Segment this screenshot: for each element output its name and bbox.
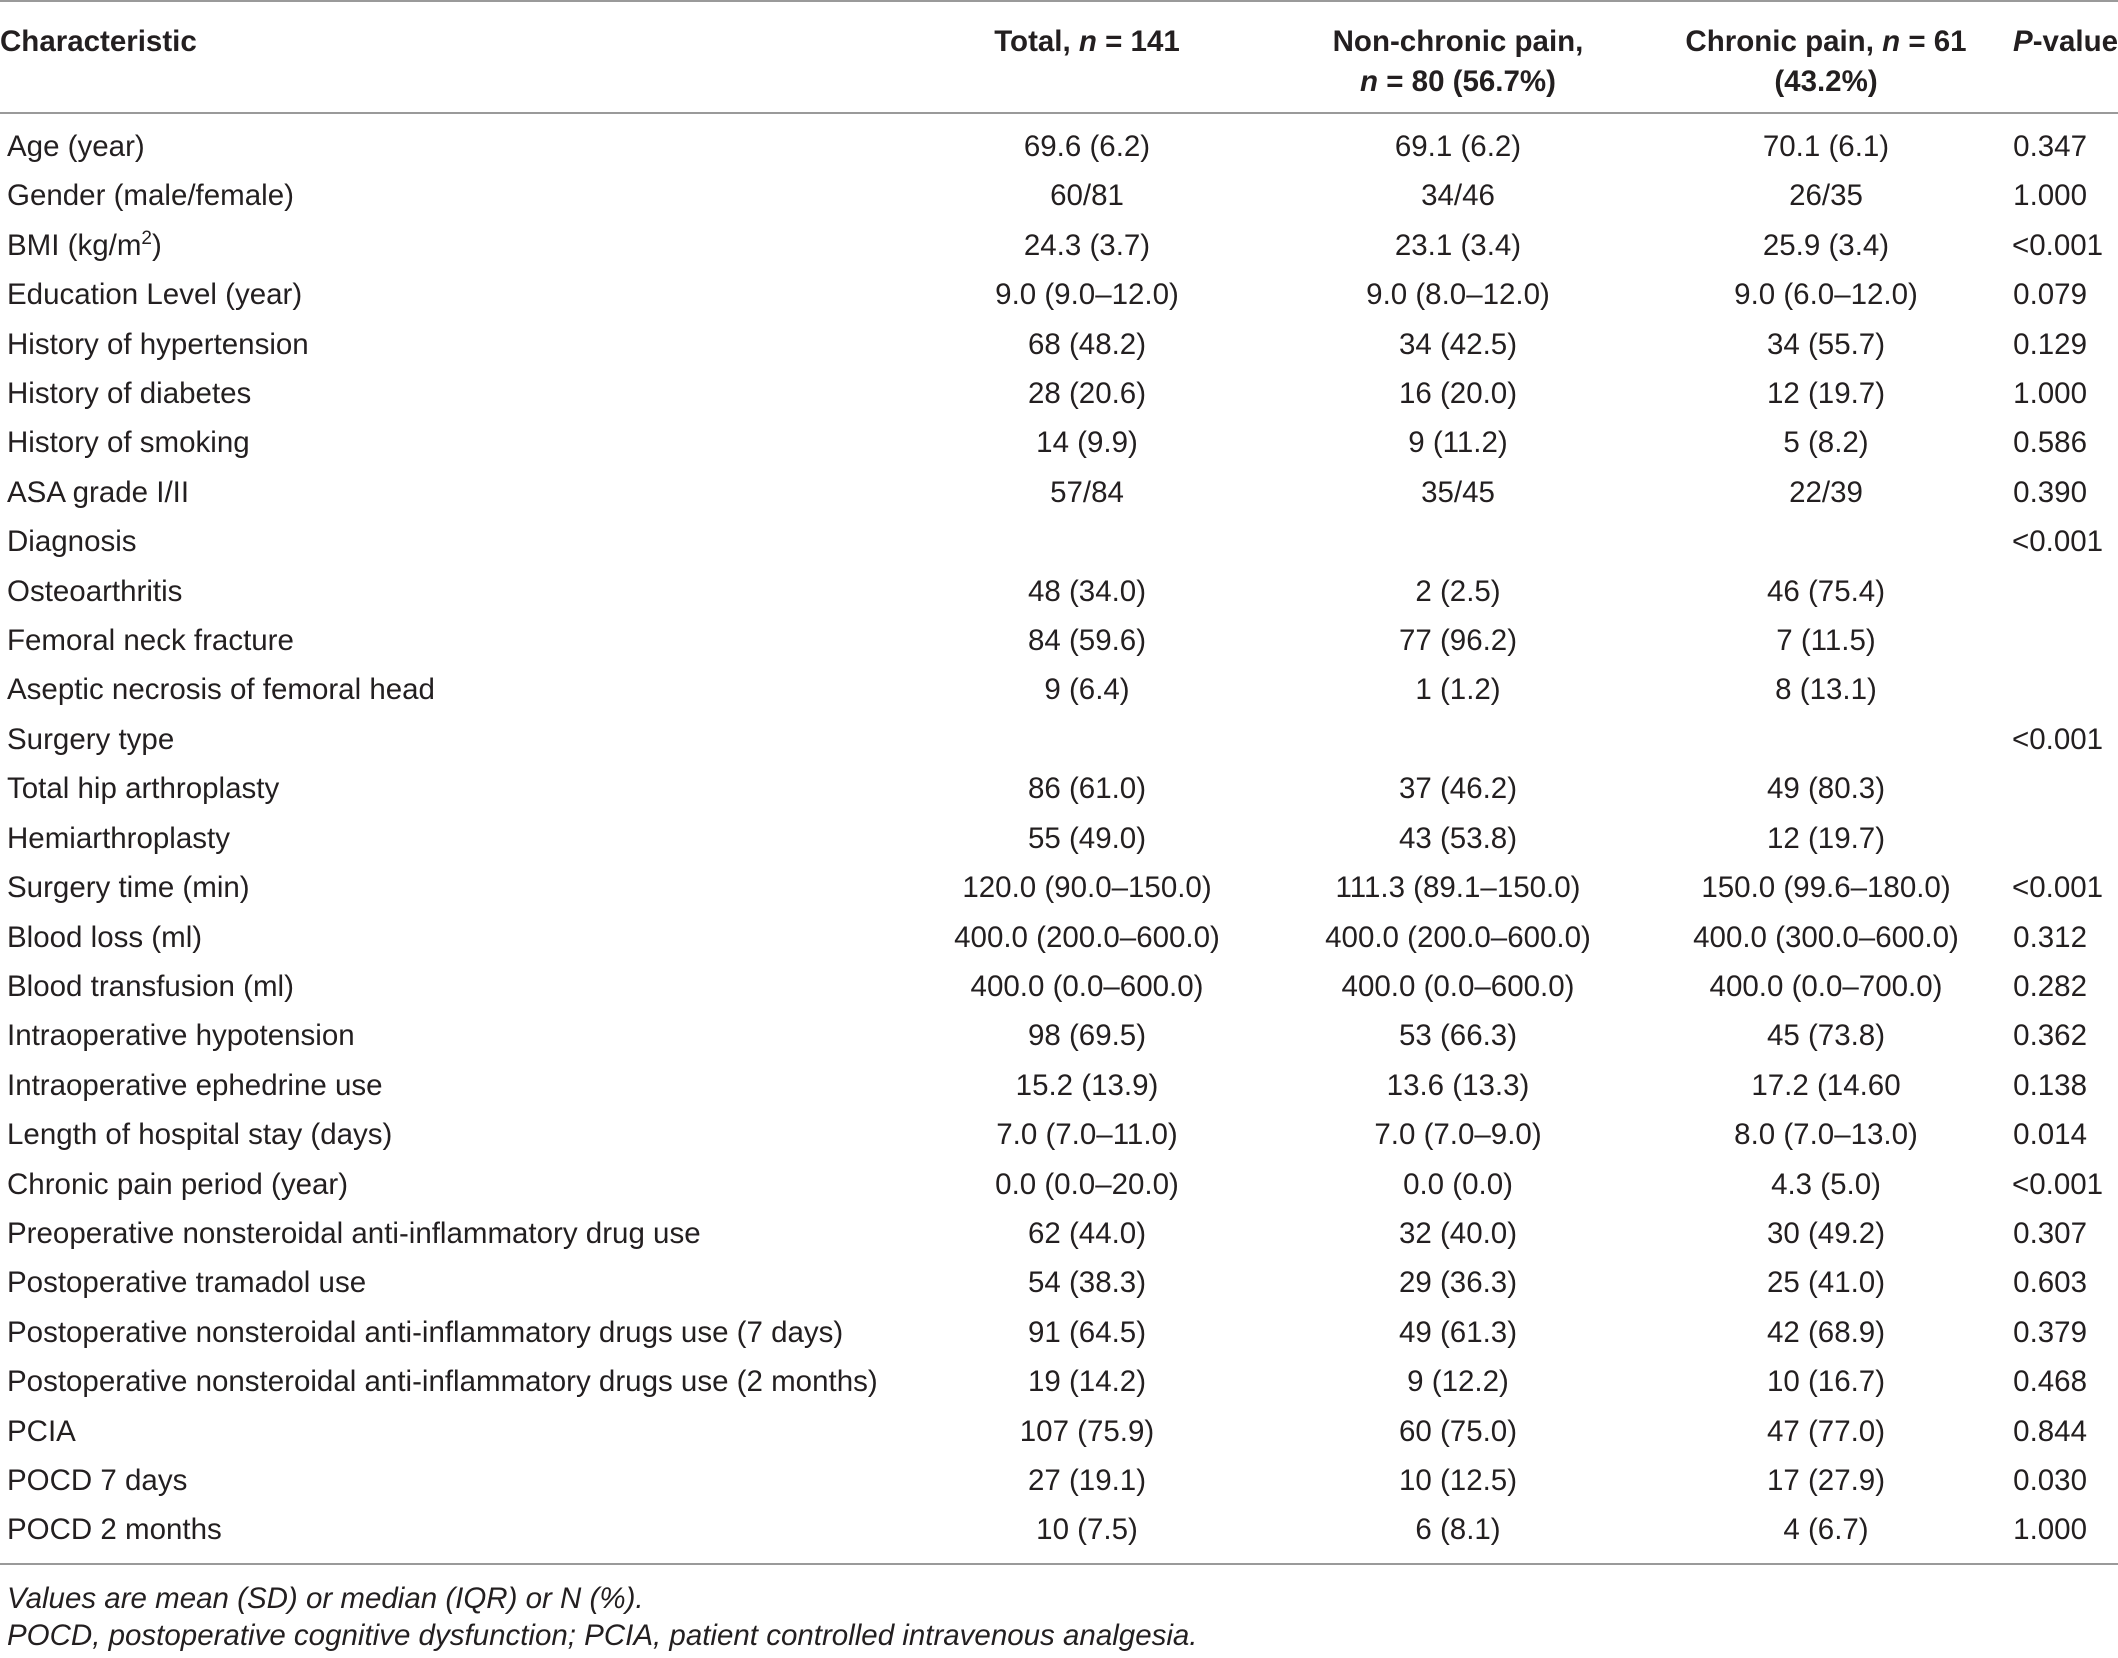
cell-non-chronic-pain: 400.0 (200.0–600.0) xyxy=(1325,920,1591,954)
cell-non-chronic-pain: 9 (11.2) xyxy=(1408,426,1508,460)
cell-non-chronic-pain: 60 (75.0) xyxy=(1398,1414,1518,1448)
table-row xyxy=(0,1258,2118,1307)
table-row xyxy=(0,221,2118,270)
cell-total: 400.0 (200.0–600.0) xyxy=(954,920,1220,954)
cell-p-value: 0.586 xyxy=(2013,426,2087,460)
row-label: POCD 2 months xyxy=(0,1505,898,1563)
cell-chronic-pain: 12 (19.7) xyxy=(1766,377,1886,411)
cell-p-value: <0.001 xyxy=(2012,722,2104,756)
row-label: Surgery time (min) xyxy=(7,871,250,905)
cell-total: 54 (38.3) xyxy=(1027,1266,1147,1300)
header-non-chronic-pain: Non-chronic pain, n = 80 (56.7%) xyxy=(1276,1,1640,113)
cell-non-chronic-pain: 1 (1.2) xyxy=(1415,673,1501,707)
cell-p-value: 0.138 xyxy=(2013,1068,2087,1102)
cell-p-value xyxy=(2012,814,2118,863)
table-row xyxy=(0,962,2118,1011)
cell-non-chronic-pain: 0.0 (0.0) xyxy=(1403,1167,1513,1201)
table-row xyxy=(0,1160,2118,1209)
table-row xyxy=(0,1209,2118,1258)
row-label: Length of hospital stay (days) xyxy=(7,1118,393,1152)
cell-p-value: <0.001 xyxy=(2012,525,2104,559)
cell-chronic-pain: 7 (11.5) xyxy=(1776,624,1876,658)
table-row xyxy=(0,113,2118,171)
cell-non-chronic-pain: 29 (36.3) xyxy=(1398,1266,1518,1300)
cell-non-chronic-pain: 53 (66.3) xyxy=(1398,1019,1518,1053)
cell-p-value: 0.307 xyxy=(2013,1216,2087,1250)
row-label: Diagnosis xyxy=(7,525,137,559)
cell-non-chronic-pain: 43 (53.8) xyxy=(1398,821,1518,855)
cell-total: 55 (49.0) xyxy=(1027,821,1147,855)
table-row xyxy=(0,1011,2118,1060)
row-label: Blood loss (ml) xyxy=(7,920,203,954)
table-row xyxy=(0,616,2118,665)
table-row xyxy=(0,517,2118,566)
cell-chronic-pain: 4.3 (5.0) xyxy=(1771,1167,1881,1201)
row-label: Postoperative nonsteroidal anti-inflammatory drugs use (2 months) xyxy=(7,1365,878,1399)
table-row xyxy=(0,1061,2118,1110)
cell-chronic-pain: 9.0 (6.0–12.0) xyxy=(1734,278,1918,312)
cell-non-chronic-pain: 49 (61.3) xyxy=(1398,1315,1518,1349)
cell-chronic-pain: 45 (73.8) xyxy=(1766,1019,1886,1053)
cell-non-chronic-pain: 2 (2.5) xyxy=(1415,574,1501,608)
header-total: Total, n = 141 xyxy=(898,1,1276,113)
cell-p-value: 0.379 xyxy=(2013,1315,2087,1349)
cell-p-value: 0.129 xyxy=(2013,327,2087,361)
cell-non-chronic-pain: 9.0 (8.0–12.0) xyxy=(1366,278,1550,312)
row-label: Preoperative nonsteroidal anti-inflammatory drug use xyxy=(7,1216,701,1250)
cell-non-chronic-pain: 32 (40.0) xyxy=(1398,1216,1518,1250)
cell-p-value: 0.468 xyxy=(2013,1365,2087,1399)
row-label: Education Level (year) xyxy=(7,278,303,312)
cell-non-chronic-pain: 6 (8.1) xyxy=(1276,1505,1640,1563)
table-body xyxy=(0,113,2118,1564)
row-label: Postoperative nonsteroidal anti-inflammatory drugs use (7 days) xyxy=(7,1315,844,1349)
cell-total: 60/81 xyxy=(1050,179,1124,213)
cell-p-value: <0.001 xyxy=(2012,228,2104,262)
table-row xyxy=(0,1407,2118,1456)
row-label: Intraoperative ephedrine use xyxy=(7,1068,383,1102)
cell-total: 69.6 (6.2) xyxy=(1023,130,1151,163)
cell-p-value: 0.844 xyxy=(2013,1414,2087,1448)
cell-chronic-pain: 25 (41.0) xyxy=(1766,1266,1886,1300)
cell-total: 120.0 (90.0–150.0) xyxy=(962,871,1212,905)
cell-p-value: 0.390 xyxy=(2013,475,2087,509)
cell-total: 19 (14.2) xyxy=(1027,1365,1147,1399)
row-label: POCD 7 days xyxy=(7,1463,188,1497)
cell-non-chronic-pain: 13.6 (13.3) xyxy=(1386,1068,1530,1102)
row-label: History of hypertension xyxy=(7,327,309,361)
table-row xyxy=(0,1110,2118,1159)
cell-non-chronic-pain: 35/45 xyxy=(1421,475,1495,509)
table-row xyxy=(0,171,2118,220)
cell-chronic-pain: 8 (13.1) xyxy=(1775,673,1877,707)
cell-p-value: 1.000 xyxy=(2012,1505,2118,1563)
cell-total: 0.0 (0.0–20.0) xyxy=(995,1167,1179,1201)
cell-non-chronic-pain: 111.3 (89.1–150.0) xyxy=(1335,871,1581,905)
table-row xyxy=(0,270,2118,319)
cell-total: 84 (59.6) xyxy=(1027,624,1147,658)
cell-total xyxy=(898,517,1276,566)
row-label: Hemiarthroplasty xyxy=(7,821,230,855)
cell-p-value: 0.014 xyxy=(2013,1118,2087,1152)
cell-chronic-pain: 12 (19.7) xyxy=(1766,821,1886,855)
cell-total: 14 (9.9) xyxy=(1036,426,1138,460)
cell-p-value: 1.000 xyxy=(2013,377,2087,411)
cell-chronic-pain: 8.0 (7.0–13.0) xyxy=(1734,1118,1918,1152)
row-label: BMI $(kg/m^2)$ xyxy=(7,227,162,262)
cell-chronic-pain: 46 (75.4) xyxy=(1766,574,1886,608)
cell-non-chronic-pain: 77 (96.2) xyxy=(1398,624,1518,658)
row-label: Aseptic necrosis of femoral head xyxy=(7,673,435,707)
row-label: Femoral neck fracture xyxy=(7,624,294,658)
cell-chronic-pain xyxy=(1640,517,2012,566)
table-row xyxy=(0,567,2118,616)
cell-total: 400.0 (0.0–600.0) xyxy=(970,969,1204,1003)
cell-total: 48 (34.0) xyxy=(1027,574,1147,608)
cell-p-value: 0.603 xyxy=(2013,1266,2087,1300)
row-label: Gender (male/female) xyxy=(7,179,294,213)
cell-total: 86 (61.0) xyxy=(1027,772,1147,806)
cell-total xyxy=(898,715,1276,764)
row-label: Osteoarthritis xyxy=(7,574,183,608)
cell-non-chronic-pain: 69.1 (6.2) xyxy=(1394,130,1522,163)
cell-chronic-pain: 42 (68.9) xyxy=(1766,1315,1886,1349)
cell-chronic-pain: 10 (16.7) xyxy=(1766,1365,1886,1399)
row-label: ASA grade I/II xyxy=(7,475,190,509)
table-row xyxy=(0,468,2118,517)
row-label: PCIA xyxy=(7,1414,76,1448)
row-label: History of diabetes xyxy=(7,377,252,411)
table-row xyxy=(0,715,2118,764)
table-row xyxy=(0,1308,2118,1357)
cell-chronic-pain: 400.0 (0.0–700.0) xyxy=(1709,969,1943,1003)
cell-non-chronic-pain: 34/46 xyxy=(1421,179,1495,213)
table-row xyxy=(0,665,2118,714)
cell-p-value: 0.312 xyxy=(2013,920,2087,954)
cell-total: 15.2 (13.9) xyxy=(1015,1068,1159,1102)
table-row xyxy=(0,369,2118,418)
footnote-abbreviations: POCD, postoperative cognitive dysfunction; PCIA, patient controlled intravenous analgesia. xyxy=(7,1619,1198,1652)
cell-p-value xyxy=(2012,764,2118,813)
cell-p-value: 1.000 xyxy=(2013,179,2087,213)
cell-non-chronic-pain xyxy=(1276,715,1640,764)
cell-total: 9 (6.4) xyxy=(1044,673,1130,707)
cell-total: 28 (20.6) xyxy=(1027,377,1147,411)
cell-chronic-pain: 70.1 (6.1) xyxy=(1762,130,1890,163)
table-row xyxy=(0,418,2118,467)
cell-total: 9.0 (9.0–12.0) xyxy=(995,278,1179,312)
row-label: Age (year) xyxy=(7,130,145,163)
cell-chronic-pain: 34 (55.7) xyxy=(1766,327,1886,361)
cell-p-value: 0.030 xyxy=(2013,1463,2087,1497)
cell-total: 7.0 (7.0–11.0) xyxy=(996,1118,1178,1152)
cell-total: 68 (48.2) xyxy=(1027,327,1147,361)
cell-chronic-pain: 17 (27.9) xyxy=(1766,1463,1886,1497)
cell-total: 91 (64.5) xyxy=(1027,1315,1147,1349)
cell-chronic-pain: 30 (49.2) xyxy=(1766,1216,1886,1250)
header-row xyxy=(0,1,2118,113)
row-label: Surgery type xyxy=(7,722,175,756)
table-row xyxy=(0,1505,2118,1563)
cell-chronic-pain: 4 (6.7) xyxy=(1640,1505,2012,1563)
cell-non-chronic-pain: 10 (12.5) xyxy=(1398,1463,1518,1497)
cell-chronic-pain: 22/39 xyxy=(1789,475,1863,509)
cell-p-value xyxy=(2012,616,2118,665)
cell-non-chronic-pain: 23.1 (3.4) xyxy=(1394,228,1522,262)
cell-chronic-pain: 150.0 (99.6–180.0) xyxy=(1701,871,1951,905)
cell-chronic-pain: 17.2 (14.60 xyxy=(1751,1068,1901,1102)
table-header xyxy=(0,1,2118,113)
cell-p-value: <0.001 xyxy=(2012,871,2104,905)
cell-p-value: 0.347 xyxy=(2013,130,2087,163)
cell-total: 98 (69.5) xyxy=(1027,1019,1147,1053)
row-label: Total hip arthroplasty xyxy=(7,772,280,806)
table-row xyxy=(0,913,2118,962)
row-label: Intraoperative hypotension xyxy=(7,1019,355,1053)
cell-p-value: 0.362 xyxy=(2013,1019,2087,1053)
table-row xyxy=(0,764,2118,813)
cell-p-value: 0.282 xyxy=(2013,969,2087,1003)
cell-non-chronic-pain: 16 (20.0) xyxy=(1398,377,1518,411)
cell-non-chronic-pain: 400.0 (0.0–600.0) xyxy=(1341,969,1575,1003)
row-label: History of smoking xyxy=(7,426,250,460)
header-p-value: P-value xyxy=(2012,1,2118,113)
cell-chronic-pain: 47 (77.0) xyxy=(1766,1414,1886,1448)
row-label: Chronic pain period (year) xyxy=(7,1167,349,1201)
cell-p-value xyxy=(2012,665,2118,714)
footnote-values: Values are mean (SD) or median (IQR) or N (%). xyxy=(7,1582,644,1615)
cell-non-chronic-pain: 34 (42.5) xyxy=(1398,327,1518,361)
cell-chronic-pain: 26/35 xyxy=(1789,179,1863,213)
cell-chronic-pain: 5 (8.2) xyxy=(1783,426,1869,460)
table-row xyxy=(0,1357,2118,1406)
cell-total: 24.3 (3.7) xyxy=(1023,228,1151,262)
cell-non-chronic-pain xyxy=(1276,517,1640,566)
table-row xyxy=(0,1456,2118,1505)
row-label: Postoperative tramadol use xyxy=(7,1266,367,1300)
cell-non-chronic-pain: 7.0 (7.0–9.0) xyxy=(1374,1118,1542,1152)
cell-non-chronic-pain: 9 (12.2) xyxy=(1407,1365,1509,1399)
cell-chronic-pain: 49 (80.3) xyxy=(1766,772,1886,806)
cell-total: 107 (75.9) xyxy=(1019,1414,1155,1448)
cell-chronic-pain xyxy=(1640,715,2012,764)
header-characteristic: Characteristic xyxy=(0,1,898,113)
table-footnotes xyxy=(7,1580,1198,1654)
cell-chronic-pain: 400.0 (300.0–600.0) xyxy=(1693,920,1959,954)
row-label: Blood transfusion (ml) xyxy=(7,969,294,1003)
table-row xyxy=(0,863,2118,912)
table-row xyxy=(0,320,2118,369)
table-row xyxy=(0,814,2118,863)
cell-non-chronic-pain: 37 (46.2) xyxy=(1398,772,1518,806)
cell-total: 62 (44.0) xyxy=(1027,1216,1147,1250)
cell-chronic-pain: 25.9 (3.4) xyxy=(1762,228,1890,262)
cell-p-value: <0.001 xyxy=(2012,1167,2104,1201)
cell-p-value: 0.079 xyxy=(2013,278,2087,312)
cell-p-value xyxy=(2012,567,2118,616)
header-chronic-pain: Chronic pain, n = 61 (43.2%) xyxy=(1640,1,2012,113)
cell-total: 27 (19.1) xyxy=(1027,1463,1147,1497)
cell-total: 57/84 xyxy=(1050,475,1124,509)
cell-total: 10 (7.5) xyxy=(898,1505,1276,1563)
